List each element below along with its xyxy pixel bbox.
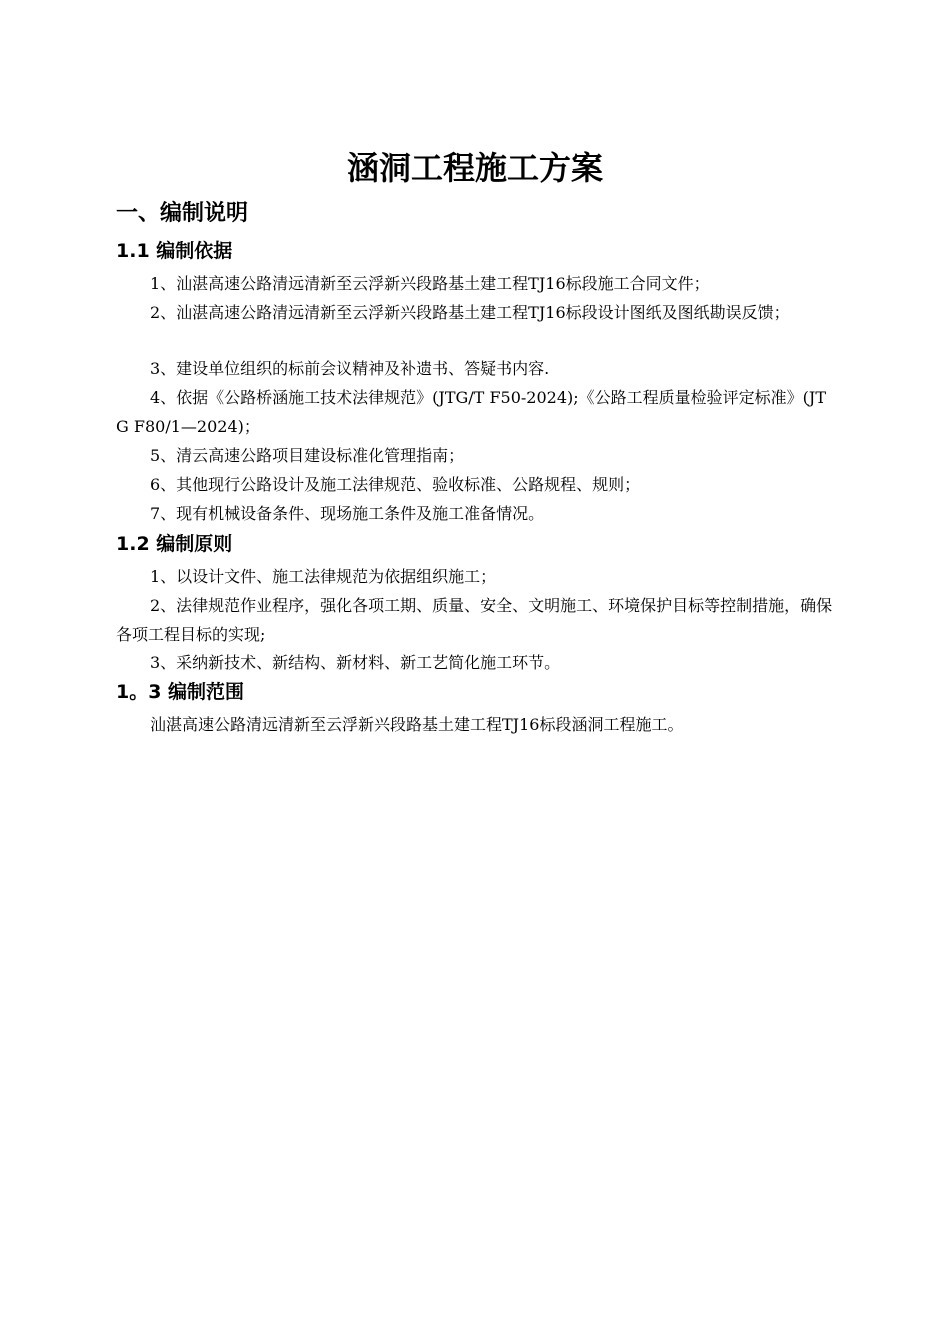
basis-item-3: 3、建设单位组织的标前会议精神及补遗书、答疑书内容. [150,359,550,378]
principle-item-3: 3、采纳新技术、新结构、新材料、新工艺简化施工环节。 [150,653,561,672]
document-title: 涵洞工程施工方案 [346,149,603,187]
basis-item-7: 7、现有机械设备条件、现场施工条件及施工准备情况。 [150,504,545,523]
basis-item-6: 6、其他现行公路设计及施工法律规范、验收标准、公路规程、规则； [150,475,641,494]
basis-item-1: 1、汕湛高速公路清远清新至云浮新兴段路基土建工程TJ16标段施工合同文件； [150,274,710,293]
basis-item-2: 2、汕湛高速公路清远清新至云浮新兴段路基土建工程TJ16标段设计图纸及图纸勘误反馈； [150,303,790,322]
basis-item-4: 4、依据《公路桥涵施工技术法律规范》(JTG/T F50-2024);《公路工程质量检验评定标准》(JTG F80/1—2024)； [116,388,826,436]
section-heading-compilation-notes: 一、编制说明 [116,201,249,226]
basis-item-5: 5、清云高速公路项目建设标准化管理指南； [150,446,465,465]
scope-item-1: 汕湛高速公路清远清新至云浮新兴段路基土建工程TJ16标段涵洞工程施工。 [150,715,684,734]
subsection-heading-scope: 1。3 编制范围 [116,681,245,703]
subsection-heading-basis: 1.1 编制依据 [116,240,233,262]
principle-item-2: 2、法律规范作业程序，强化各项工期、质量、安全、文明施工、环境保护目标等控制措施，确保各项工程目标的实现; [116,596,833,644]
principle-item-1: 1、以设计文件、施工法律规范为依据组织施工； [150,567,497,586]
subsection-heading-principles: 1.2 编制原则 [116,533,233,555]
